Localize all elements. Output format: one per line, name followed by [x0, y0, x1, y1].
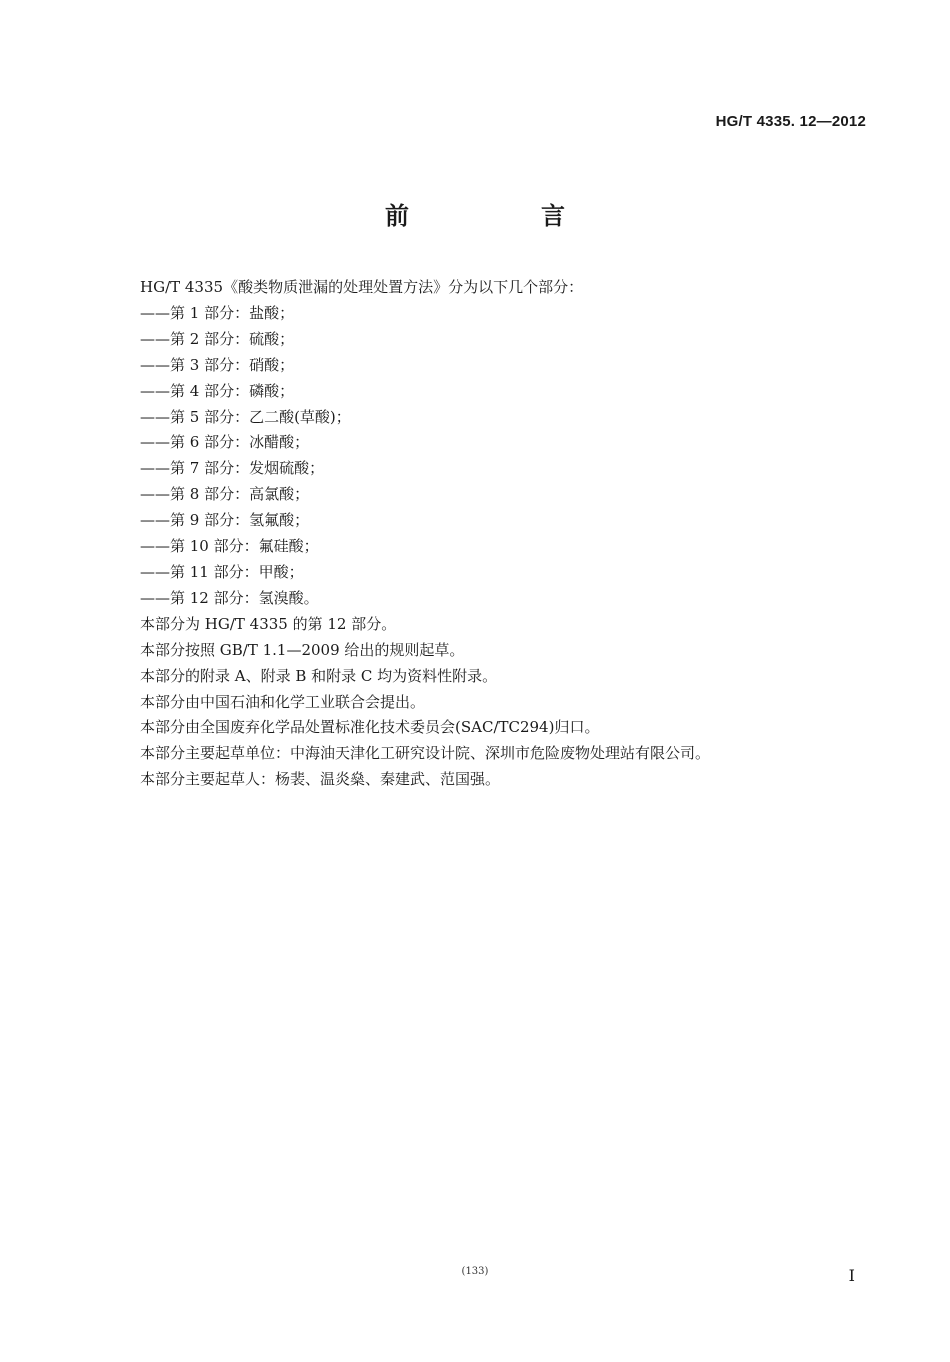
standard-code: HG/T 4335. 12—2012: [715, 113, 866, 130]
part-item: ——第 5 部分：乙二酸(草酸)；: [140, 407, 351, 426]
statement-line: 本部分的附录 A、附录 B 和附录 C 均为资料性附录。: [140, 666, 498, 685]
statement-line: 本部分由全国废弃化学品处置标准化技术委员会(SAC/TC294)归口。: [140, 718, 600, 737]
part-item: ——第 2 部分：硫酸；: [140, 329, 295, 348]
part-item: ——第 8 部分：高氯酸；: [140, 485, 310, 504]
part-item: ——第 11 部分：甲酸；: [140, 562, 304, 581]
part-item: ——第 6 部分：冰醋酸；: [140, 433, 310, 452]
part-item: ——第 1 部分：盐酸；: [140, 303, 295, 322]
part-item: ——第 7 部分：发烟硫酸；: [140, 459, 325, 478]
part-item: ——第 4 部分：磷酸；: [140, 381, 295, 400]
part-item: ——第 12 部分：氢溴酸。: [140, 588, 319, 607]
statement-line: 本部分主要起草单位：中海油天津化工研究设计院、深圳市危险废物处理站有限公司。: [140, 744, 711, 763]
part-item: ——第 3 部分：硝酸；: [140, 355, 295, 374]
roman-page-number: I: [848, 1266, 855, 1285]
statement-line: 本部分按照 GB/T 1.1—2009 给出的规则起草。: [140, 640, 465, 659]
statement-line: 本部分为 HG/T 4335 的第 12 部分。: [140, 614, 397, 633]
statement-line: 本部分主要起草人：杨裴、温炎燊、秦建武、范国强。: [140, 770, 501, 789]
part-item: ——第 9 部分：氢氟酸；: [140, 511, 310, 530]
page-title: 前 言: [385, 202, 619, 230]
intro-line: HG/T 4335《酸类物质泄漏的处理处置方法》分为以下几个部分：: [140, 278, 584, 296]
statement-line: 本部分由中国石油和化学工业联合会提出。: [140, 692, 426, 711]
page-number: (133): [461, 1266, 489, 1277]
part-item: ——第 10 部分：氟硅酸；: [140, 537, 319, 556]
foreword-body: [140, 275, 870, 793]
